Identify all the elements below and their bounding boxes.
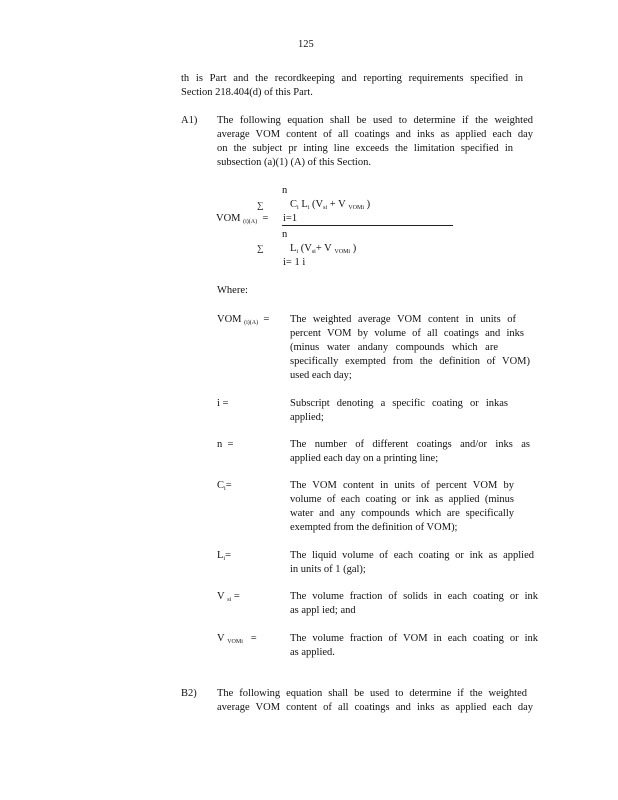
eq-den-vsi: si (311, 249, 316, 255)
def-vom-line-4: specifically exempted from the definition of VOM) (290, 356, 530, 367)
def-term-sub: si (227, 597, 232, 603)
eq-num-l: L (301, 199, 308, 210)
def-term-symbol: n (217, 439, 223, 450)
eq-num-vsi: si (323, 205, 328, 211)
def-term-equals: = (263, 314, 270, 325)
eq-den-upper-limit: n (282, 229, 288, 240)
intro-line-2: Section 218.404(d) of this Part. (181, 87, 313, 98)
eq-num-c-sub: i (297, 205, 299, 211)
para-a-line-3: on the subject pr inting line exceeds the limitation specified in (217, 143, 513, 154)
def-c-line-3: water and any compounds which are specifically (290, 508, 514, 519)
eq-den-lower-limit: i= 1 i (283, 257, 306, 268)
def-n-line-2: applied each day on a printing line; (290, 453, 439, 464)
eq-lhs (216, 212, 268, 229)
def-term-vom (217, 313, 269, 330)
def-term-vvom (217, 632, 257, 649)
eq-num-close: ) (366, 199, 371, 210)
eq-den-vom: VOMi (334, 249, 351, 255)
para-a-line-4: subsection (a)(1) (A) of this Section. (217, 157, 371, 168)
def-vom-line-2: percent VOM by volume of all coatings and inks (290, 328, 524, 339)
def-c-line-2: volume of each coating or ink as applied (minus (290, 494, 514, 505)
para-a-line-1: The following equation shall be used to determine if the weighted (217, 115, 533, 126)
page-number: 125 (298, 39, 314, 50)
def-l-line-2: in units of 1 (gal); (290, 564, 366, 575)
def-term-sub: i (224, 486, 226, 492)
def-term-equals: = (233, 591, 240, 602)
def-term-symbol: L (217, 550, 224, 561)
eq-fraction-bar (282, 225, 453, 226)
def-i-line-1: Subscript denoting a specific coating or inkas (290, 398, 508, 409)
def-term-symbol: C (217, 480, 225, 491)
intro-line-1: th is Part and the recordkeeping and reporting requirements specified in (181, 73, 523, 84)
eq-den-paren: (V (300, 243, 312, 254)
eq-lhs-equals: = (262, 213, 269, 224)
eq-lhs-vom: VOM (216, 213, 241, 224)
eq-num-vom: VOMi (348, 205, 365, 211)
def-term-c (217, 479, 232, 496)
def-vsi-line-1: The volume fraction of solids in each coating or ink (290, 591, 538, 602)
def-vvom-line-1: The volume fraction of VOM in each coating or ink (290, 633, 538, 644)
eq-num-c: C (290, 199, 298, 210)
def-term-vsi (217, 590, 240, 607)
def-term-equals: = (225, 550, 232, 561)
def-term-n (217, 438, 233, 452)
eq-den-plus: + V (315, 243, 332, 254)
eq-num-l-sub: i (307, 205, 310, 211)
def-term-i (217, 397, 228, 411)
para-a-label: A1) (181, 115, 198, 126)
def-vvom-line-2: as applied. (290, 647, 335, 658)
eq-numerator-expression (290, 198, 370, 215)
eq-den-close: ) (352, 243, 357, 254)
eq-num-paren: (V (312, 199, 324, 210)
eq-den-l-sub: i (296, 249, 299, 255)
def-term-l (217, 549, 231, 566)
def-vsi-line-2: as appl ied; and (290, 605, 356, 616)
def-term-equals: = (222, 398, 229, 409)
def-term-sub: i (223, 556, 226, 562)
para-b-label: B2) (181, 688, 197, 699)
def-term-symbol: V (217, 591, 225, 602)
eq-sum-symbol-denominator: ∑ (257, 243, 264, 253)
def-vom-line-3: (minus water andany compounds which are (290, 342, 498, 353)
eq-num-upper-limit: n (282, 185, 288, 196)
where-label: Where: (217, 285, 248, 296)
def-term-equals: = (225, 480, 232, 491)
def-term-sub: VOMi (227, 639, 243, 645)
eq-num-lower-limit: i=1 (283, 213, 298, 224)
eq-lhs-sub: (i)(A) (243, 219, 258, 225)
para-a-line-2: average VOM content of all coatings and inks as applied each day (217, 129, 533, 140)
def-term-symbol: V (217, 633, 225, 644)
def-term-symbol: VOM (217, 314, 242, 325)
eq-den-l: L (290, 243, 297, 254)
def-vom-line-5: used each day; (290, 370, 352, 381)
def-term-equals: = (250, 633, 257, 644)
para-b-line-2: average VOM content of all coatings and inks as applied each day (217, 702, 533, 713)
def-i-line-2: applied; (290, 412, 324, 423)
def-c-line-1: The VOM content in units of percent VOM by (290, 480, 514, 491)
def-n-line-1: The number of different coatings and/or inks as (290, 439, 530, 450)
eq-sum-symbol-numerator: ∑ (257, 200, 264, 210)
def-term-equals: = (227, 439, 234, 450)
para-b-line-1: The following equation shall be used to determine if the weighted (217, 688, 527, 699)
def-l-line-1: The liquid volume of each coating or ink as applied (290, 550, 534, 561)
def-vom-line-1: The weighted average VOM content in units of (290, 314, 516, 325)
def-term-sub: (i)(A) (244, 320, 259, 326)
eq-num-plus: + V (329, 199, 346, 210)
def-term-symbol: i (217, 398, 220, 409)
def-c-line-4: exempted from the definition of VOM); (290, 522, 458, 533)
